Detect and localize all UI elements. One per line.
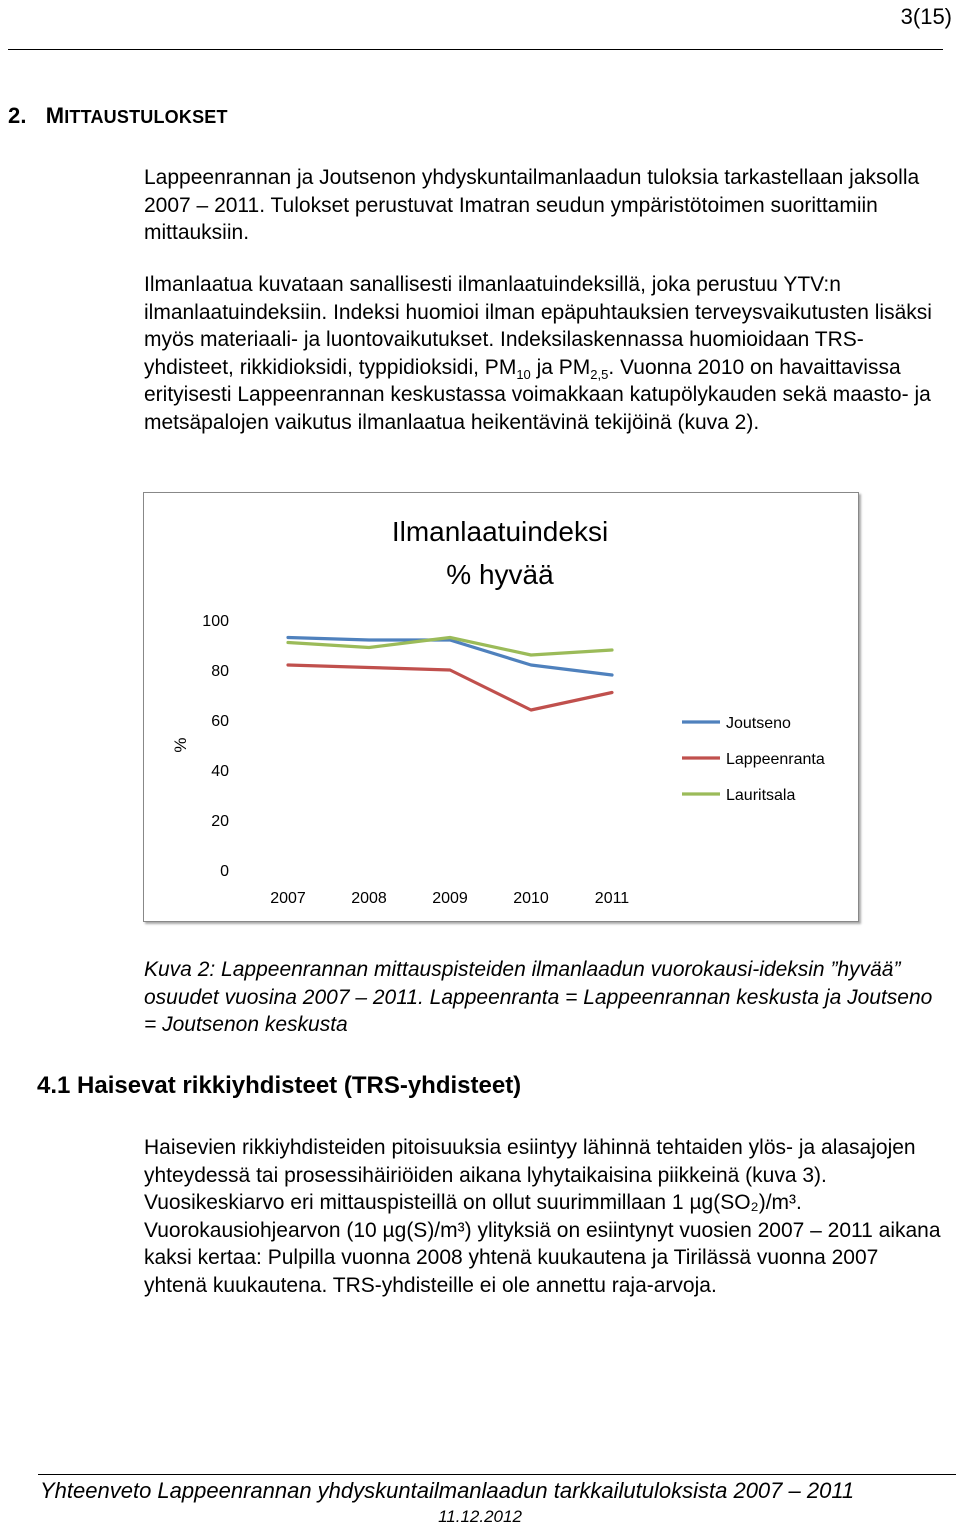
pm10-subscript: 10: [516, 366, 531, 382]
x-tick-label: 2008: [351, 890, 387, 907]
y-tick-label: 100: [202, 613, 229, 630]
figure-caption: Kuva 2: Lappeenrannan mittauspisteiden ilmanlaadun vuorokausi-ideksin ”hyvää” osuudet vuosina 2007 – 2011. Lappeenranta = Lappeenrannan keskusta ja Joutseno = Joutsenon keskusta: [144, 958, 933, 1036]
chart-title-line1: Ilmanlaatuindeksi: [391, 516, 609, 547]
legend-label-joutseno: Joutseno: [726, 715, 791, 732]
x-tick-label: 2010: [513, 890, 549, 907]
chart-title-line2: % hyvää: [446, 559, 554, 590]
header-rule: [8, 49, 943, 50]
paragraph-index-part2: ja PM: [530, 355, 591, 379]
pm25-subscript: 2,5: [590, 366, 609, 382]
paragraph-index-part1: Ilmanlaatua kuvataan sanallisesti ilmanlaatuindeksillä, joka perustuu YTV:n ilmanlaatuindeksiin. Indeksi huomioi ilman epäpuhtauksien terveysvaikutusten lisäksi myös materiaali- ja luontovaikutukset. Indeksilaskennassa huomioidaan TRS-yhdisteet, rikkidioksidi, typpidioksidi, PM: [144, 273, 932, 379]
page-number: 3(15): [900, 4, 952, 29]
y-axis-label: %: [171, 737, 190, 753]
subsection-heading: 4.1 Haisevat rikkiyhdisteet (TRS-yhdisteet): [37, 1072, 522, 1099]
y-tick-label: 0: [220, 863, 229, 880]
x-tick-label: 2009: [432, 890, 468, 907]
footer-title: Yhteenveto Lappeenrannan yhdyskuntailmanlaadun tarkkailutuloksista 2007 – 2011: [40, 1478, 855, 1503]
section-number: 2.: [8, 103, 27, 128]
series-line-lappeenranta: [288, 665, 612, 710]
legend-label-lappeenranta: Lappeenranta: [726, 751, 825, 768]
paragraph-index: [144, 271, 944, 436]
paragraph-trs: Haisevien rikkiyhdisteiden pitoisuuksia esiintyy lähinnä tehtaiden ylös- ja alasajojen yhteydessä tai prosessihäiriöiden aikana lyhytaikaisina piikkeinä (kuva 3). Vuosikeskiarvo eri mittauspisteillä on ollut suurimmillaan 1 µg(SO₂)/m³. Vuorokausiohjearvon (10 µg(S)/m³) ylityksiä on esiintynyt vuosien 2007 – 2011 aikana kaksi kertaa: Pulpilla vuonna 2008 yhtenä kuukautena ja Tirilässä vuonna 2007 yhtenä kuukautena. TRS-yhdisteille ei ole annettu raja-arvoja.: [144, 1136, 941, 1297]
section-title-rest: ITTAUSTULOKSET: [64, 107, 228, 127]
paragraph-intro: Lappeenrannan ja Joutsenon yhdyskuntailmanlaadun tuloksia tarkastellaan jaksolla 2007 – 2011. Tulokset perustuvat Imatran seudun ympäristötoimen suorittamiin mittauksiin.: [144, 166, 920, 244]
legend-label-lauritsala: Lauritsala: [726, 787, 796, 804]
y-tick-label: 20: [211, 813, 229, 830]
section-heading: [8, 103, 228, 129]
x-tick-label: 2011: [594, 890, 630, 907]
footer-date: 11.12.2012: [438, 1507, 522, 1526]
x-tick-label: 2007: [270, 890, 306, 907]
air-quality-chart: [143, 492, 859, 922]
chart-canvas: [144, 493, 858, 921]
section-title-initial: M: [45, 103, 65, 128]
footer-rule: [38, 1474, 956, 1475]
paragraph-index-part3: . Vuonna 2010 on havaittavissa erityisesti Lappeenrannan keskustassa voimakkaan katupölykauden sekä maasto- ja metsäpalojen vaikutus ilmanlaatua heikentävinä tekijöinä (kuva 2).: [144, 355, 931, 434]
y-tick-label: 40: [211, 763, 229, 780]
y-tick-label: 60: [211, 713, 229, 730]
y-tick-label: 80: [211, 663, 229, 680]
